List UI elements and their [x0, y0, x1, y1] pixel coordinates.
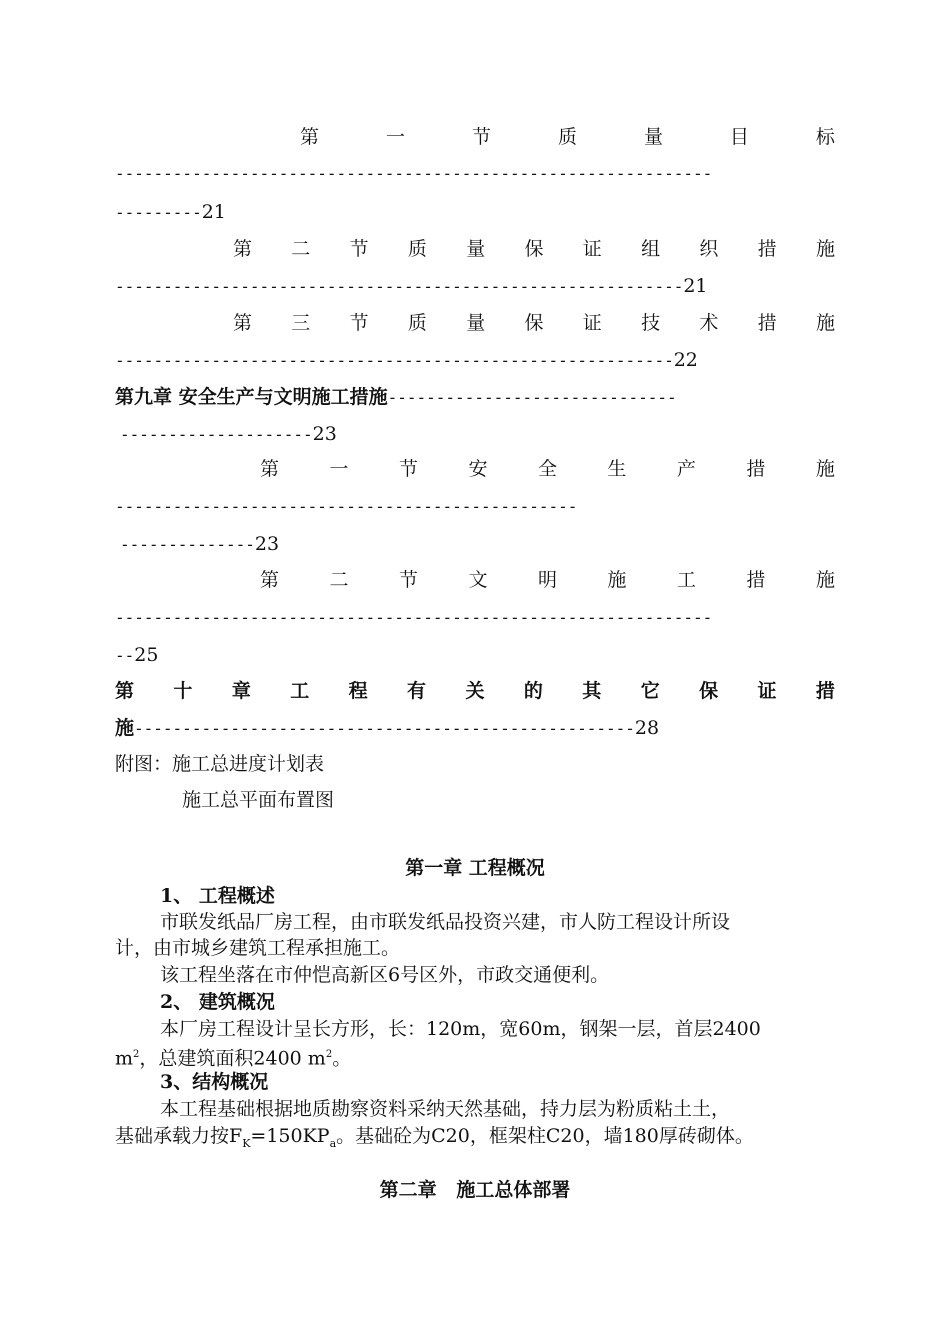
toc-leader-page: -----------------------------------------------------------21 [115, 275, 708, 297]
toc-title-char: 技 [641, 312, 661, 334]
toc-ch9-s2-title[interactable] [260, 567, 835, 593]
toc-title-char: 标 [815, 126, 835, 148]
chapter-title: 第一章 工程概况 [405, 857, 545, 879]
toc-title-char: 安 [468, 458, 488, 480]
toc-leader: -------------------------------------------------------------- [115, 608, 713, 627]
toc-title-char: 术 [699, 312, 719, 334]
toc-leader-page: 施----------------------------------------------------28 [115, 717, 660, 739]
toc-title-char: 施 [815, 312, 835, 334]
section-heading: 2、 建筑概况 [160, 991, 275, 1013]
toc-title-char: 全 [537, 458, 557, 480]
toc-title-char: 二 [291, 238, 311, 260]
toc-ch9-s1-title[interactable] [260, 456, 835, 482]
toc-title-char: 生 [607, 458, 627, 480]
toc-title-char: 目 [729, 126, 749, 148]
toc-title-char: 有 [407, 680, 427, 702]
toc-title-char: 第 [300, 126, 320, 148]
toc-title-char: 第 [233, 312, 253, 334]
toc-title-char: 组 [641, 238, 661, 260]
toc-ch10-title[interactable] [115, 678, 835, 704]
toc-title-char: 程 [348, 680, 368, 702]
toc-ch9-title: 第九章 安全生产与文明施工措施 [115, 386, 388, 408]
toc-title-char: 第 [233, 238, 253, 260]
toc-ch8-s2-title[interactable] [233, 236, 835, 262]
toc-title-char: 的 [523, 680, 543, 702]
toc-title-char: 它 [640, 680, 660, 702]
toc-title-char: 三 [291, 312, 311, 334]
toc-title-char: 施 [815, 569, 835, 591]
toc-ch8-s3-title[interactable] [233, 310, 835, 336]
toc-appendix-item[interactable]: 施工总平面布置图 [182, 789, 335, 811]
toc-leader-page: --------------23 [120, 533, 280, 555]
paragraph-line: 本厂房工程设计呈长方形，长：120m，宽60m，钢架一层，首层2400 [160, 1018, 761, 1040]
toc-leader-page: --25 [115, 644, 159, 666]
toc-title-char: 量 [643, 126, 663, 148]
toc-leader: -------------------------------------------------------------- [115, 164, 713, 183]
toc-title-char: 织 [699, 238, 719, 260]
section-heading: 1、 工程概述 [160, 885, 275, 907]
toc-title-char: 节 [349, 312, 369, 334]
toc-title-char: 节 [398, 458, 418, 480]
toc-title-char: 文 [468, 569, 488, 591]
chapter-title: 第二章 施工总体部署 [379, 1179, 571, 1201]
toc-title-char: 保 [699, 680, 719, 702]
toc-title-char: 措 [757, 238, 777, 260]
toc-title-char: 第 [260, 458, 280, 480]
toc-title-char: 第 [115, 680, 135, 702]
toc-title-char: 证 [582, 312, 602, 334]
toc-title-char: 施 [607, 569, 627, 591]
toc-title-char: 章 [231, 680, 251, 702]
toc-title-char: 节 [471, 126, 491, 148]
toc-title-char: 节 [349, 238, 369, 260]
toc-title-char: 关 [465, 680, 485, 702]
toc-title-char: 工 [290, 680, 310, 702]
toc-title-char: 其 [582, 680, 602, 702]
toc-title-char: 施 [815, 458, 835, 480]
toc-title-char: 一 [329, 458, 349, 480]
toc-title-char: 措 [746, 569, 766, 591]
section-heading: 3、结构概况 [160, 1071, 269, 1093]
toc-title-char: 措 [757, 312, 777, 334]
toc-title-char: 质 [407, 238, 427, 260]
paragraph-line: 基础承载力按$F_K=150KP_a$。基础砼为C20，框架柱C20，墙180厚砖砌体。 [115, 1125, 754, 1150]
paragraph-line: 该工程坐落在市仲恺高新区6号区外，市政交通便利。 [160, 964, 610, 986]
toc-title-char: 保 [524, 238, 544, 260]
toc-title-char: 措 [746, 458, 766, 480]
toc-title-char: 一 [385, 126, 405, 148]
paragraph-line: 市联发纸品厂房工程，由市联发纸品投资兴建，市人防工程设计所设 [160, 911, 731, 933]
toc-title-char: 质 [557, 126, 577, 148]
toc-title-char: 二 [329, 569, 349, 591]
toc-leader-page: ----------------------------------------------------------22 [115, 349, 698, 371]
toc-title-char: 质 [407, 312, 427, 334]
toc-leader: ------------------------------------------------ [115, 497, 578, 516]
toc-ch8-s1-title[interactable] [300, 124, 835, 150]
toc-title-char: 十 [173, 680, 193, 702]
paragraph-line: 本工程基础根据地质勘察资料采纳天然基础，持力层为粉质粘土土， [160, 1098, 731, 1120]
paragraph-line: 计，由市城乡建筑工程承担施工。 [115, 937, 401, 959]
toc-ch9[interactable]: 第九章 安全生产与文明施工措施------------------------------ [115, 386, 677, 408]
toc-title-char: 量 [466, 238, 486, 260]
toc-title-char: 措 [815, 680, 835, 702]
toc-title-char: 证 [757, 680, 777, 702]
toc-title-char: 产 [676, 458, 696, 480]
toc-title-char: 节 [398, 569, 418, 591]
toc-title-char: 第 [260, 569, 280, 591]
toc-leader-page: --------------------23 [120, 423, 337, 445]
toc-appendix-label[interactable]: 附图：施工总进度计划表 [115, 753, 325, 775]
toc-title-char: 明 [537, 569, 557, 591]
toc-title-char: 证 [582, 238, 602, 260]
toc-title-char: 工 [676, 569, 696, 591]
toc-title-char: 施 [815, 238, 835, 260]
toc-title-char: 保 [524, 312, 544, 334]
toc-leader-page: ---------21 [115, 201, 226, 223]
paragraph-line: $m^2$，总建筑面积2400 $m^2$。 [115, 1047, 352, 1070]
toc-title-char: 量 [466, 312, 486, 334]
